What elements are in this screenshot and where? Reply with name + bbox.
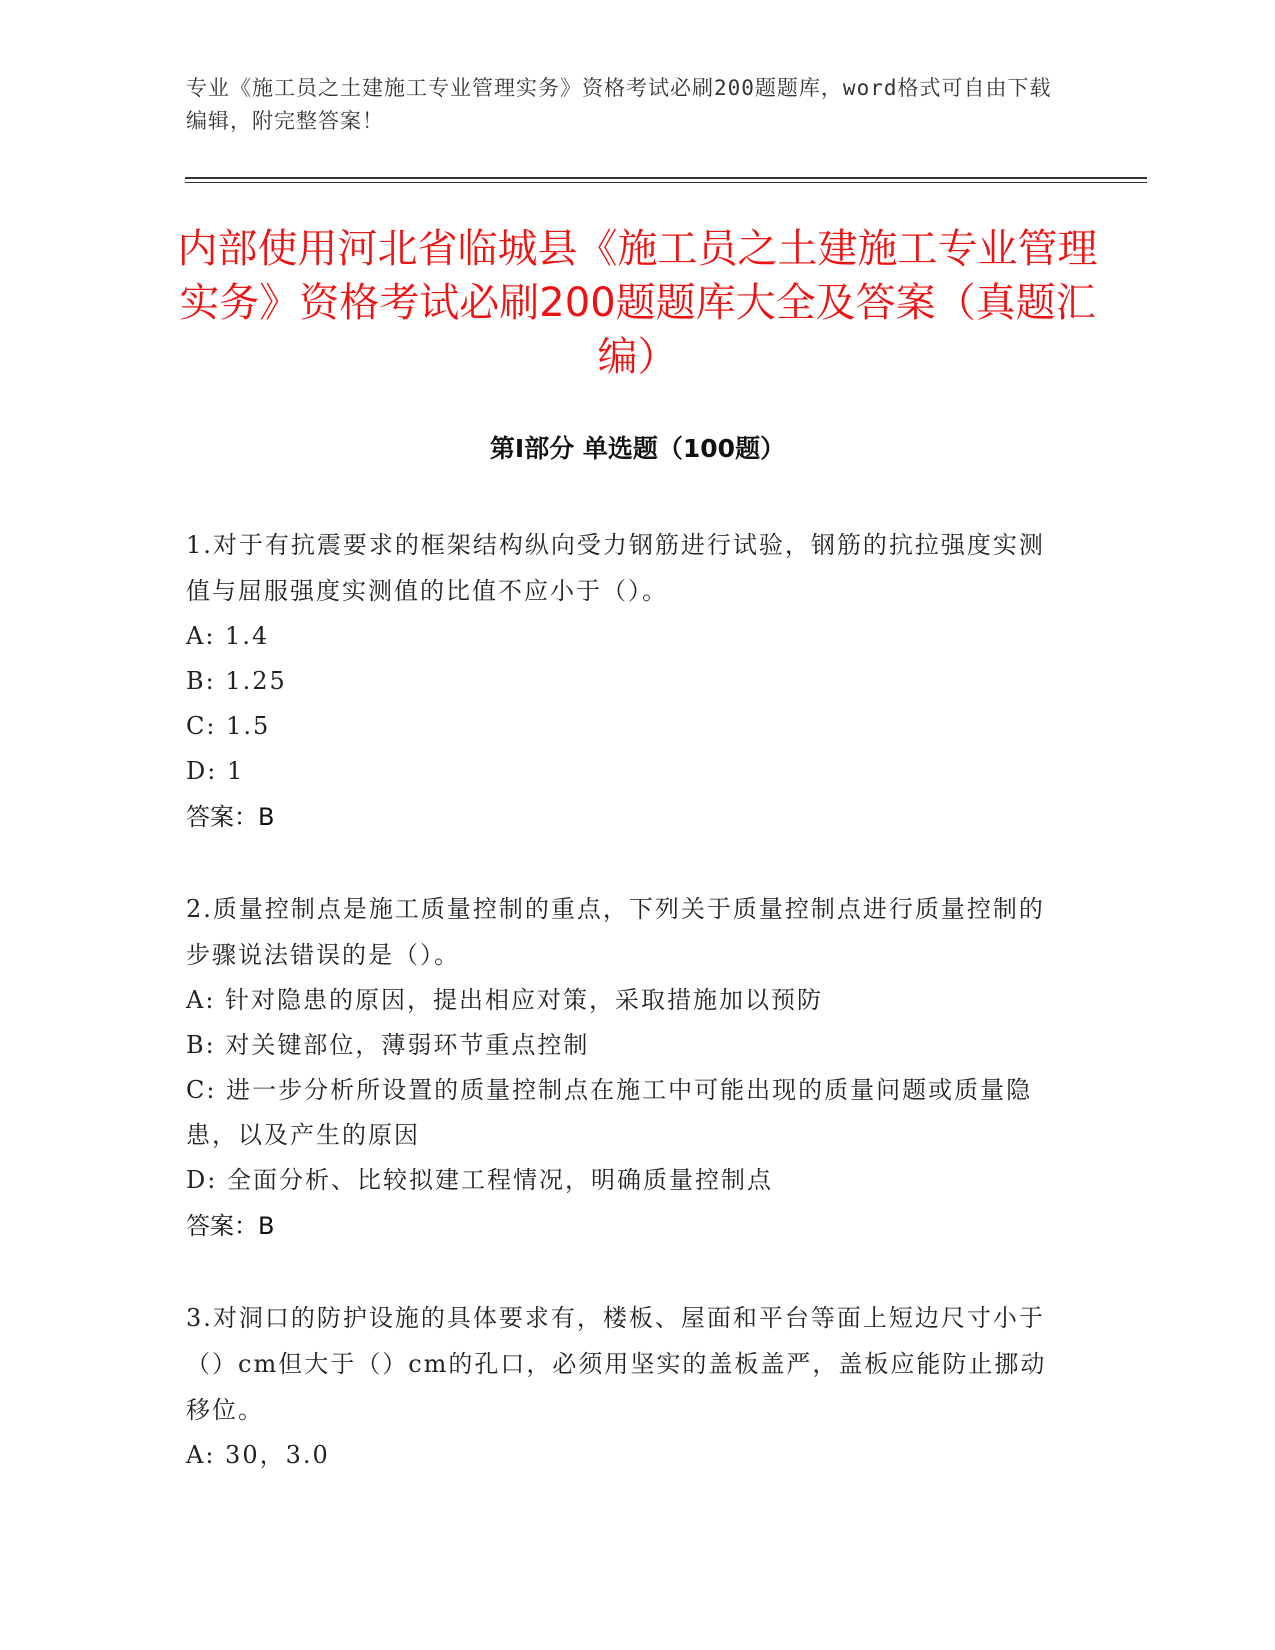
- document-title: 内部使用河北省临城县《施工员之土建施工专业管理实务》资格考试必刷200题题库大全及答案（真题汇编）: [177, 226, 1098, 380]
- question-text: 2.质量控制点是施工质量控制的重点，下列关于质量控制点进行质量控制的步骤说法错误的是（）。: [186, 895, 1045, 969]
- option-d: D: 1: [186, 757, 245, 785]
- answer: 答案：B: [186, 803, 275, 831]
- question-list: [186, 522, 1066, 1524]
- question-2: [186, 886, 1066, 1249]
- option-a: A: 针对隐患的原因，提出相应对策，采取措施加以预防: [186, 986, 824, 1014]
- header-note: 专业《施工员之土建施工专业管理实务》资格考试必刷200题题库，word格式可自由下载编辑，附完整答案！: [186, 76, 1052, 133]
- question-1: [186, 522, 1066, 840]
- option-c: C: 进一步分析所设置的质量控制点在施工中可能出现的质量问题或质量隐患，以及产生的原因: [186, 1076, 1033, 1149]
- header-divider-thick: [185, 177, 1147, 179]
- option-a: A: 1.4: [186, 622, 270, 650]
- option-d: D: 全面分析、比较拟建工程情况，明确质量控制点: [186, 1166, 773, 1194]
- header-divider-thin: [185, 182, 1147, 183]
- question-3: [186, 1295, 1066, 1478]
- answer: 答案：B: [186, 1212, 275, 1240]
- option-a: A: 30，3.0: [186, 1441, 330, 1469]
- option-c: C: 1.5: [186, 712, 271, 740]
- option-b: B: 1.25: [186, 667, 287, 695]
- option-b: B: 对关键部位，薄弱环节重点控制: [186, 1031, 590, 1059]
- section-title: 第Ⅰ部分 单选题（100题）: [489, 434, 786, 463]
- question-text: 1.对于有抗震要求的框架结构纵向受力钢筋进行试验，钢筋的抗拉强度实测值与屈服强度实测值的比值不应小于（）。: [186, 531, 1045, 605]
- question-text: 3.对洞口的防护设施的具体要求有，楼板、屋面和平台等面上短边尺寸小于（）cm但大于（）cm的孔口，必须用坚实的盖板盖严，盖板应能防止挪动移位。: [186, 1304, 1047, 1424]
